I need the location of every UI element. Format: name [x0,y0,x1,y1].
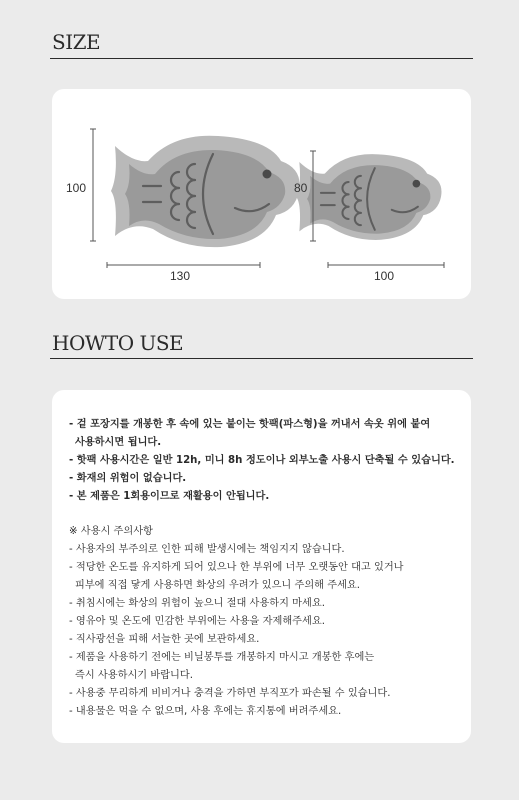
usage-line: - 핫팩 사용시간은 일반 12h, 미니 8h 정도이나 외부노출 사용시 단축될 수 있습니다. [69,455,455,466]
caution-line: - 사용중 무리하게 비비거나 충격을 가하면 부직포가 파손될 수 있습니다. [69,688,391,699]
usage-line: - 겉 포장지를 개봉한 후 속에 있는 붙이는 핫팩(파스형)을 꺼내서 속옷 위에 붙여 [69,419,431,430]
caution-line: - 영유아 및 온도에 민감한 부위에는 사용을 자제해주세요. [69,616,325,627]
caution-line: 피부에 직접 닿게 사용하면 화상의 우려가 있으니 주의해 주세요. [75,580,361,591]
large-height-label: 100 [66,181,87,195]
caution-heading: ※ 사용시 주의사항 [69,526,153,537]
small-fish-pad [296,154,441,240]
caution-line: - 내용물은 먹을 수 없으며, 사용 후에는 휴지통에 버려주세요. [69,706,342,717]
usage-instructions [69,416,461,721]
caution-line: - 직사광선을 피해 서늘한 곳에 보관하세요. [69,634,260,645]
usage-card [52,390,471,743]
small-width-label: 100 [374,269,395,283]
large-fish-pad [111,136,300,247]
caution-line: - 취침시에는 화상의 위험이 높으니 절대 사용하지 마세요. [69,598,325,609]
usage-title-rule [50,358,473,359]
usage-line: - 화재의 위험이 없습니다. [69,473,187,484]
caution-line: 즉시 사용하시기 바랍니다. [75,670,193,681]
caution-line: - 적당한 온도를 유지하게 되어 있으나 한 부위에 너무 오랫동안 대고 있거나 [69,562,404,573]
usage-line: 사용하시면 됩니다. [75,437,162,448]
size-title: SIZE [52,30,101,54]
size-card [52,89,471,299]
small-fish-eye [413,180,421,188]
usage-title: HOWTO USE [52,331,184,355]
size-diagram [52,89,471,299]
caution-line: - 제품을 사용하기 전에는 비닐봉투를 개봉하지 마시고 개봉한 후에는 [69,652,375,663]
size-title-rule [50,58,473,59]
caution-line: - 사용자의 부주의로 인한 피해 발생시에는 책임지지 않습니다. [69,544,345,555]
usage-spacer [69,506,461,523]
large-width-label: 130 [170,269,191,283]
large-fish-eye [263,170,272,179]
usage-line: - 본 제품은 1회용이므로 재활용이 안됩니다. [69,491,270,502]
small-height-label: 80 [294,181,308,195]
